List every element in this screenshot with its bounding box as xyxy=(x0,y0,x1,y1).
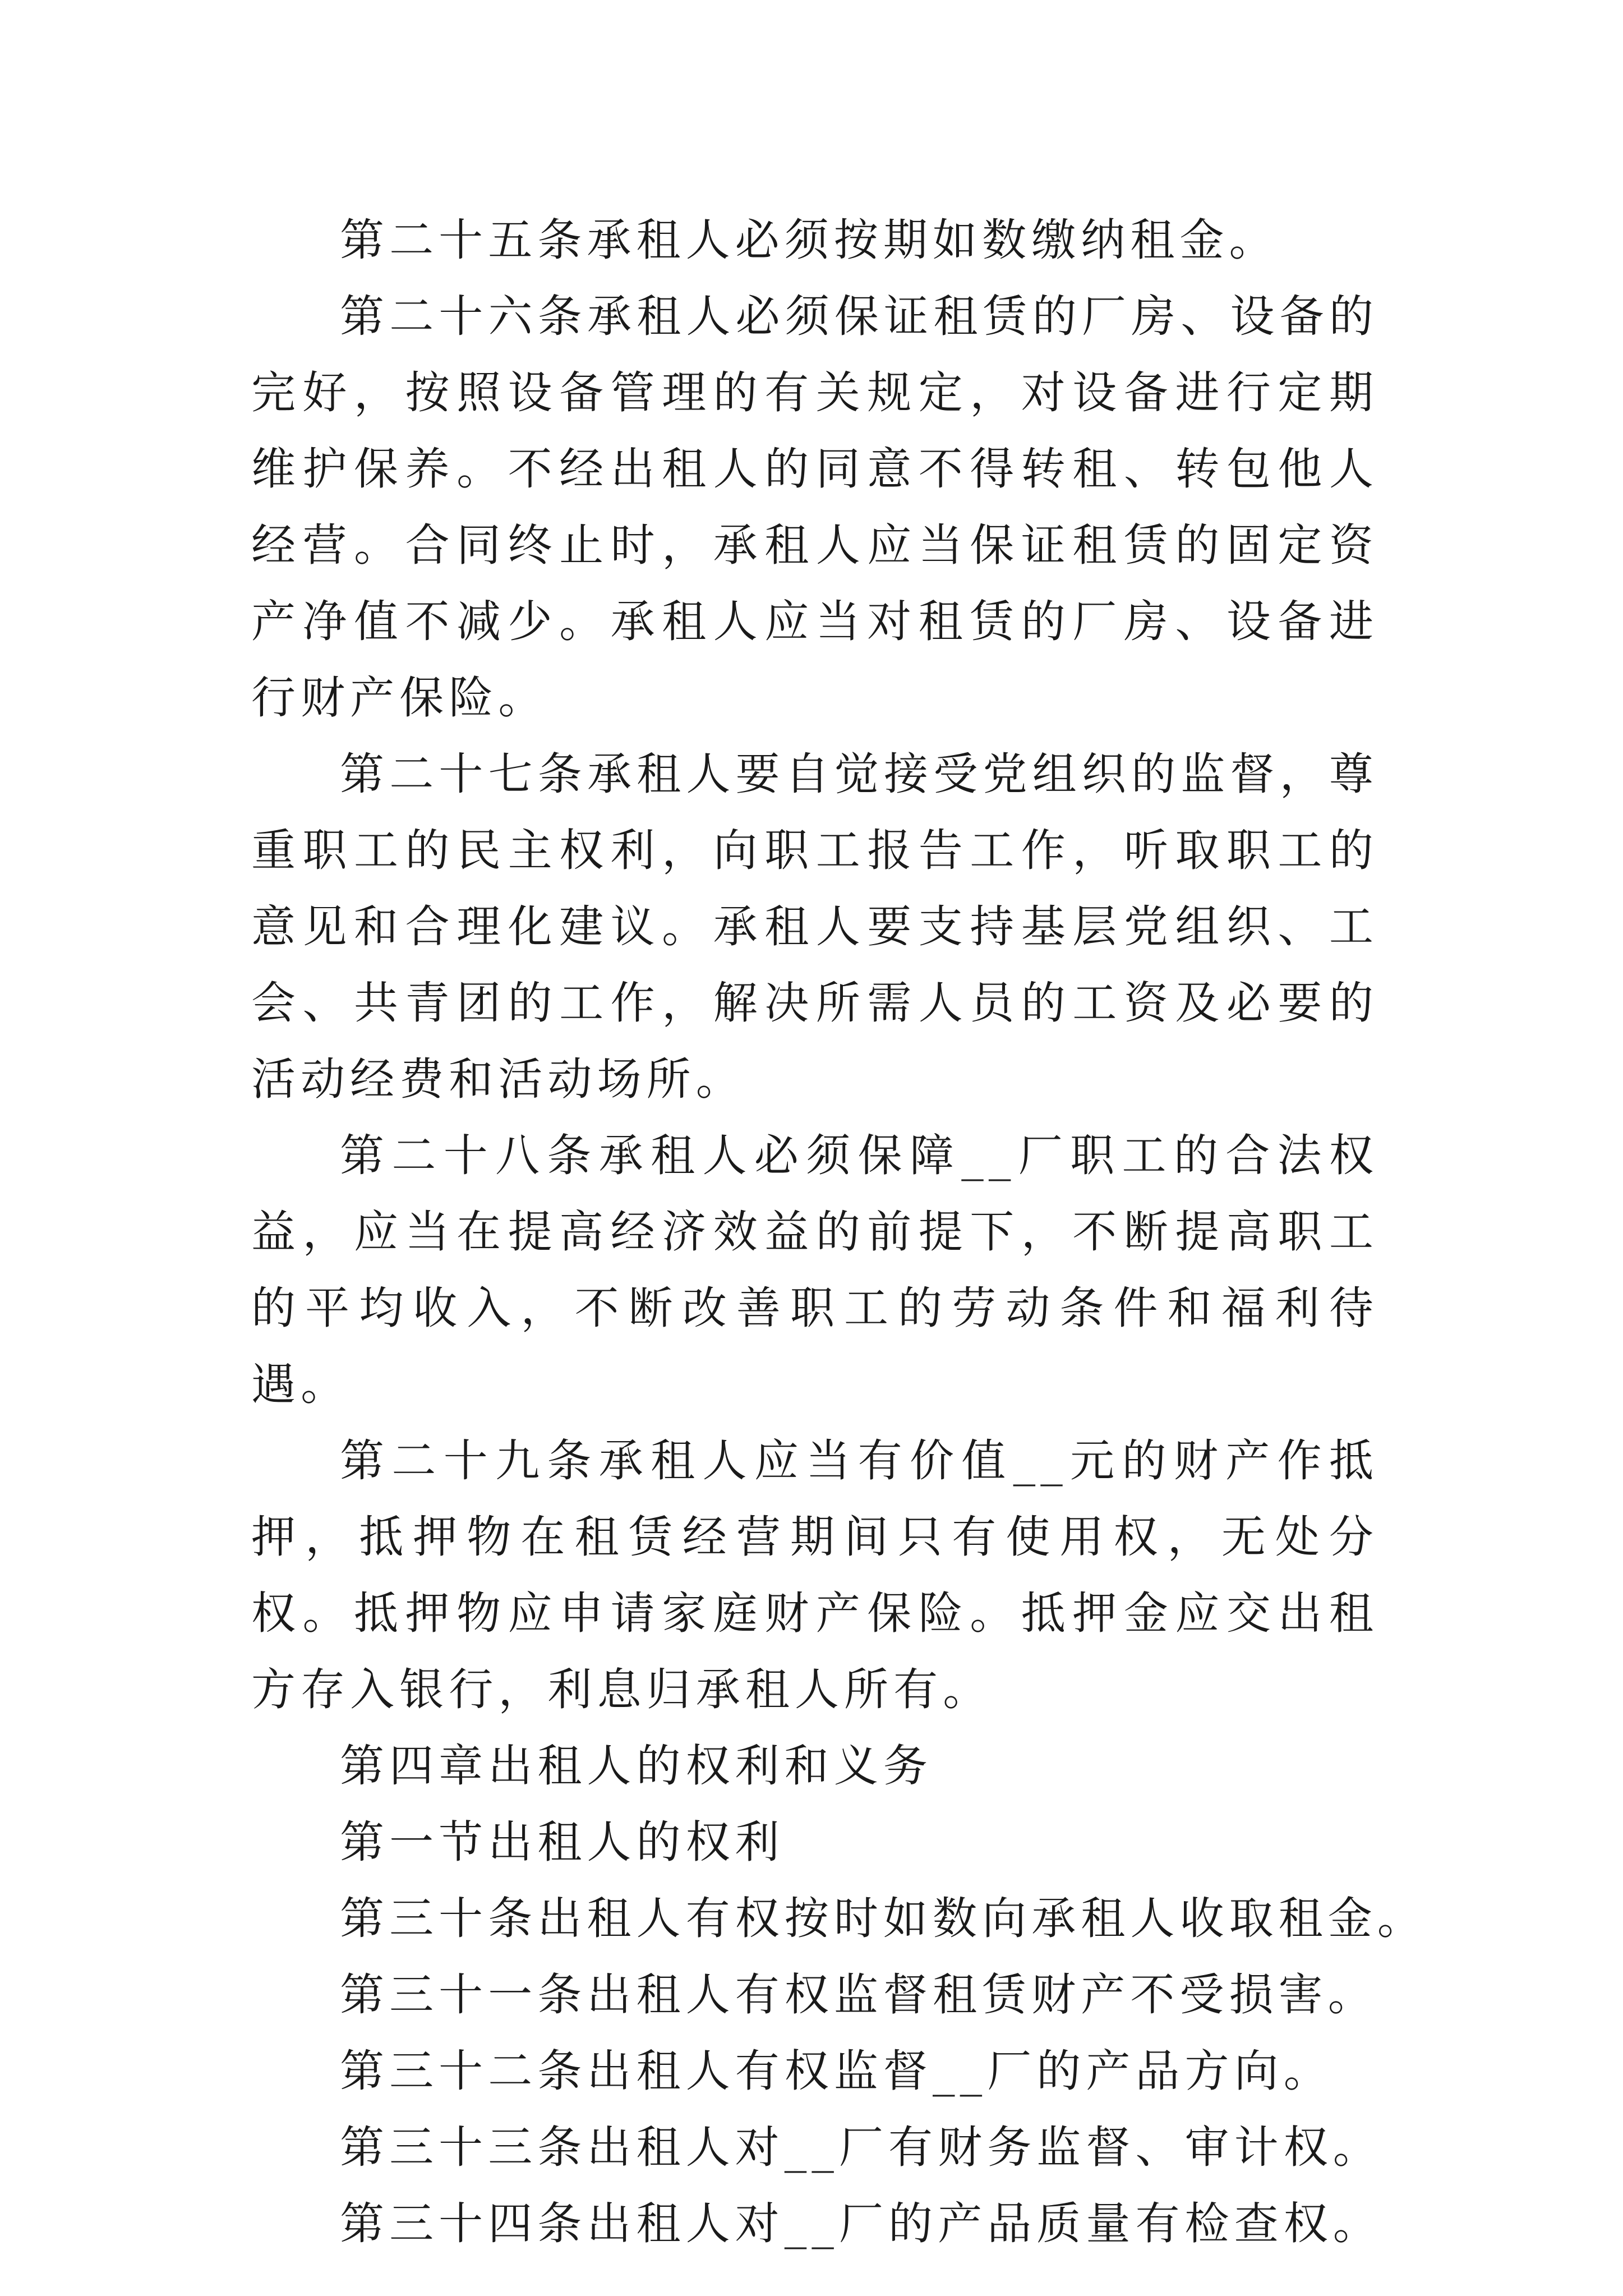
article-33: 第三十三条出租人对__厂有财务监督、审计权。 xyxy=(340,2122,1382,2173)
article-25: 第二十五条承租人必须按期如数缴纳租金。 xyxy=(340,214,1279,266)
article-28: 第二十八条承租人必须保障__厂职工的合法权益，应当在提高经济效益的前提下，不断提高职工的平均收入，不断改善职工的劳动条件和福利待遇。 xyxy=(251,1130,1378,1410)
document-page xyxy=(251,202,1427,2262)
article-31: 第三十一条出租人有权监督租赁财产不受损害。 xyxy=(340,1969,1377,2021)
article-32: 第三十二条出租人有权监督__厂的产品方向。 xyxy=(340,2045,1333,2097)
section-1-heading: 第一节出租人的权利 xyxy=(340,1816,785,1868)
article-34: 第三十四条出租人对__厂的产品质量有检查权。 xyxy=(340,2198,1382,2249)
article-27: 第二十七条承租人要自觉接受党组织的监督，尊重职工的民主权利，向职工报告工作，听取职工的意见和合理化建议。承租人要支持基层党组织、工会、共青团的工作，解决所需人员的工资及必要的活动经费和活动场所。 xyxy=(251,748,1378,1105)
chapter-4-heading: 第四章出租人的权利和义务 xyxy=(340,1740,933,1792)
article-26: 第二十六条承租人必须保证租赁的厂房、设备的完好，按照设备管理的有关规定，对设备进行定期维护保养。不经出租人的同意不得转租、转包他人经营。合同终止时，承租人应当保证租赁的固定资产净值不减少。承租人应当对租赁的厂房、设备进行财产保险。 xyxy=(251,291,1378,724)
article-29: 第二十九条承租人应当有价值__元的财产作抵押，抵押物在租赁经营期间只有使用权，无处分权。抵押物应申请家庭财产保险。抵押金应交出租方存入银行，利息归承租人所有。 xyxy=(251,1435,1378,1715)
article-30: 第三十条出租人有权按时如数向承租人收取租金。 xyxy=(340,1893,1427,1944)
